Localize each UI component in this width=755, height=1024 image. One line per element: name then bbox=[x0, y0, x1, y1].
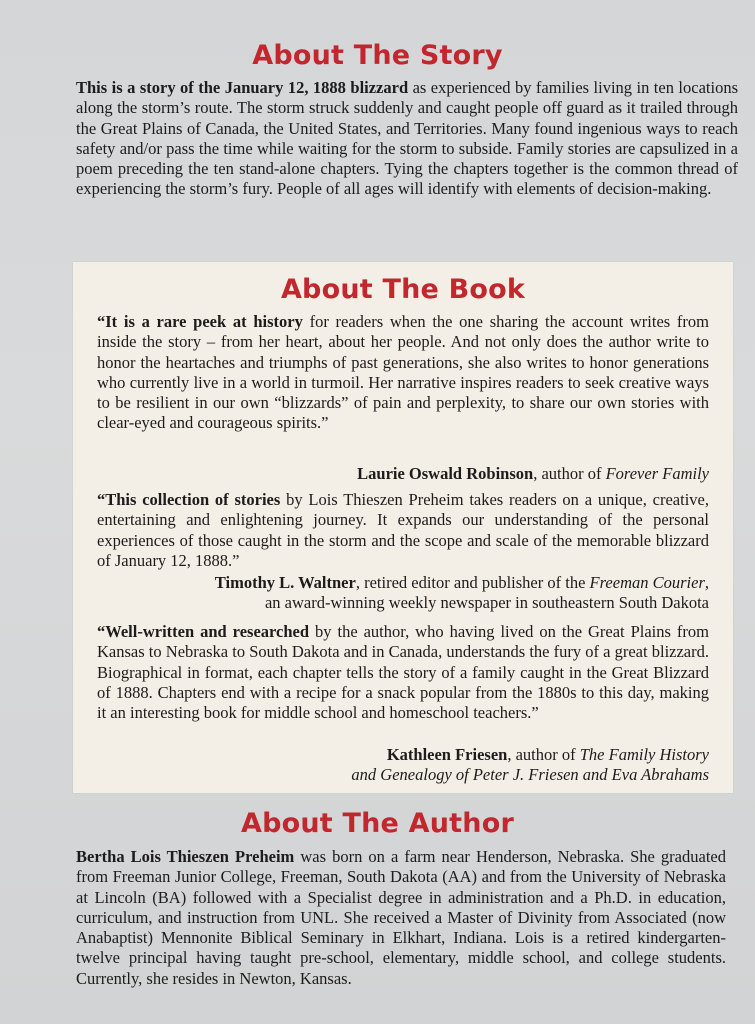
story-paragraph bbox=[76, 78, 738, 200]
review-2-text: by Lois Thieszen Preheim takes readers on a unique, creative, entertaining and enlightening journey. It expands our understanding of the personal experiences of those caught in the storm and the scope and scale of the memorable blizzard of January 12, 1888.” bbox=[97, 490, 709, 570]
book-heading: About The Book bbox=[280, 274, 526, 305]
review-1-text: for readers when the one sharing the account writes from inside the story – from her heart, about her people. And not only does the author write to honor the heartaches and triumphs of past generations, she also writes to honor generations who currently live in a world in turmoil. Her narrative inspires readers to seek creative ways to be resilient in our own “blizzards” of pain and perplexity, to share our own stories with clear-eyed and courageous spirits.” bbox=[97, 312, 709, 433]
review-2-attr-line2: an award-winning weekly newspaper in southeastern South Dakota bbox=[264, 593, 709, 613]
review-1-lead: “It is a rare peek at history bbox=[97, 312, 303, 331]
review-3-book-title-line2: and Genealogy of Peter J. Friesen and Eva Abrahams bbox=[351, 765, 709, 785]
review-2-publication: Freeman Courier bbox=[589, 573, 705, 592]
review-1-attr-text: , author of bbox=[533, 464, 606, 483]
author-paragraph bbox=[76, 847, 726, 989]
review-quote-3 bbox=[97, 622, 709, 723]
review-3-attribution bbox=[351, 745, 709, 786]
story-heading: About The Story bbox=[252, 40, 503, 71]
review-quote-1 bbox=[97, 312, 709, 434]
review-2-attr-comma: , bbox=[704, 573, 709, 592]
review-1-attribution bbox=[357, 464, 709, 484]
review-3-book-title: The Family History bbox=[579, 745, 709, 764]
story-lead: This is a story of the January 12, 1888 blizzard bbox=[76, 78, 409, 97]
review-1-author: Laurie Oswald Robinson bbox=[357, 464, 534, 483]
review-3-text: by the author, who having lived on the Great Plains from Kansas to Nebraska to South Dakota and in Canada, understands the fury of a great blizzard. Biographical in format, each chapter tells the story of a family caught in the Great Blizzard of 1888. Chapters end with a recipe for a snack popular from the 1880s to this day, making it an interesting book for middle school and homeschool teachers.” bbox=[97, 622, 709, 723]
book-reviews-box bbox=[73, 262, 733, 793]
author-name: Bertha Lois Thieszen Preheim bbox=[76, 847, 295, 866]
review-3-lead: “Well-written and researched bbox=[97, 622, 310, 641]
review-2-author: Timothy L. Waltner bbox=[214, 573, 356, 592]
review-1-book-title: Forever Family bbox=[605, 464, 709, 483]
review-2-lead: “This collection of stories bbox=[97, 490, 281, 509]
author-text: was born on a farm near Henderson, Nebraska. She graduated from Freeman Junior College, Freeman, South Dakota (AA) and from the University of Nebraska at Lincoln (BA) followed with a Specialist degree in administration and a Ph.D. in education, curriculum, and instruction from UNL. She received a Master of Divinity from Associated (now Anabaptist) Mennonite Biblical Seminary in Elkhart, Indiana. Lois is a retired kindergarten-twelve principal having taught pre-school, elementary, middle school, and college students. Currently, she resides in Newton, Kansas. bbox=[76, 847, 726, 988]
review-3-attr-text: , author of bbox=[507, 745, 580, 764]
review-3-author: Kathleen Friesen bbox=[386, 745, 508, 764]
review-2-attribution bbox=[215, 573, 709, 614]
author-heading: About The Author bbox=[241, 808, 514, 839]
story-text: as experienced by families living in ten locations along the storm’s route. The storm struck suddenly and caught people off guard as it trailed through the Great Plains of Canada, the United States, and Territories. Many found ingenious ways to reach safety and/or pass the time while waiting for the storm to subside. Family stories are capsulized in a poem preceding the ten stand-alone chapters. Tying the chapters together is the common thread of experiencing the storm’s fury. People of all ages will identify with elements of decision-making. bbox=[76, 78, 739, 199]
review-2-attr-text: , retired editor and publisher of the bbox=[355, 573, 590, 592]
review-quote-2 bbox=[97, 490, 709, 571]
